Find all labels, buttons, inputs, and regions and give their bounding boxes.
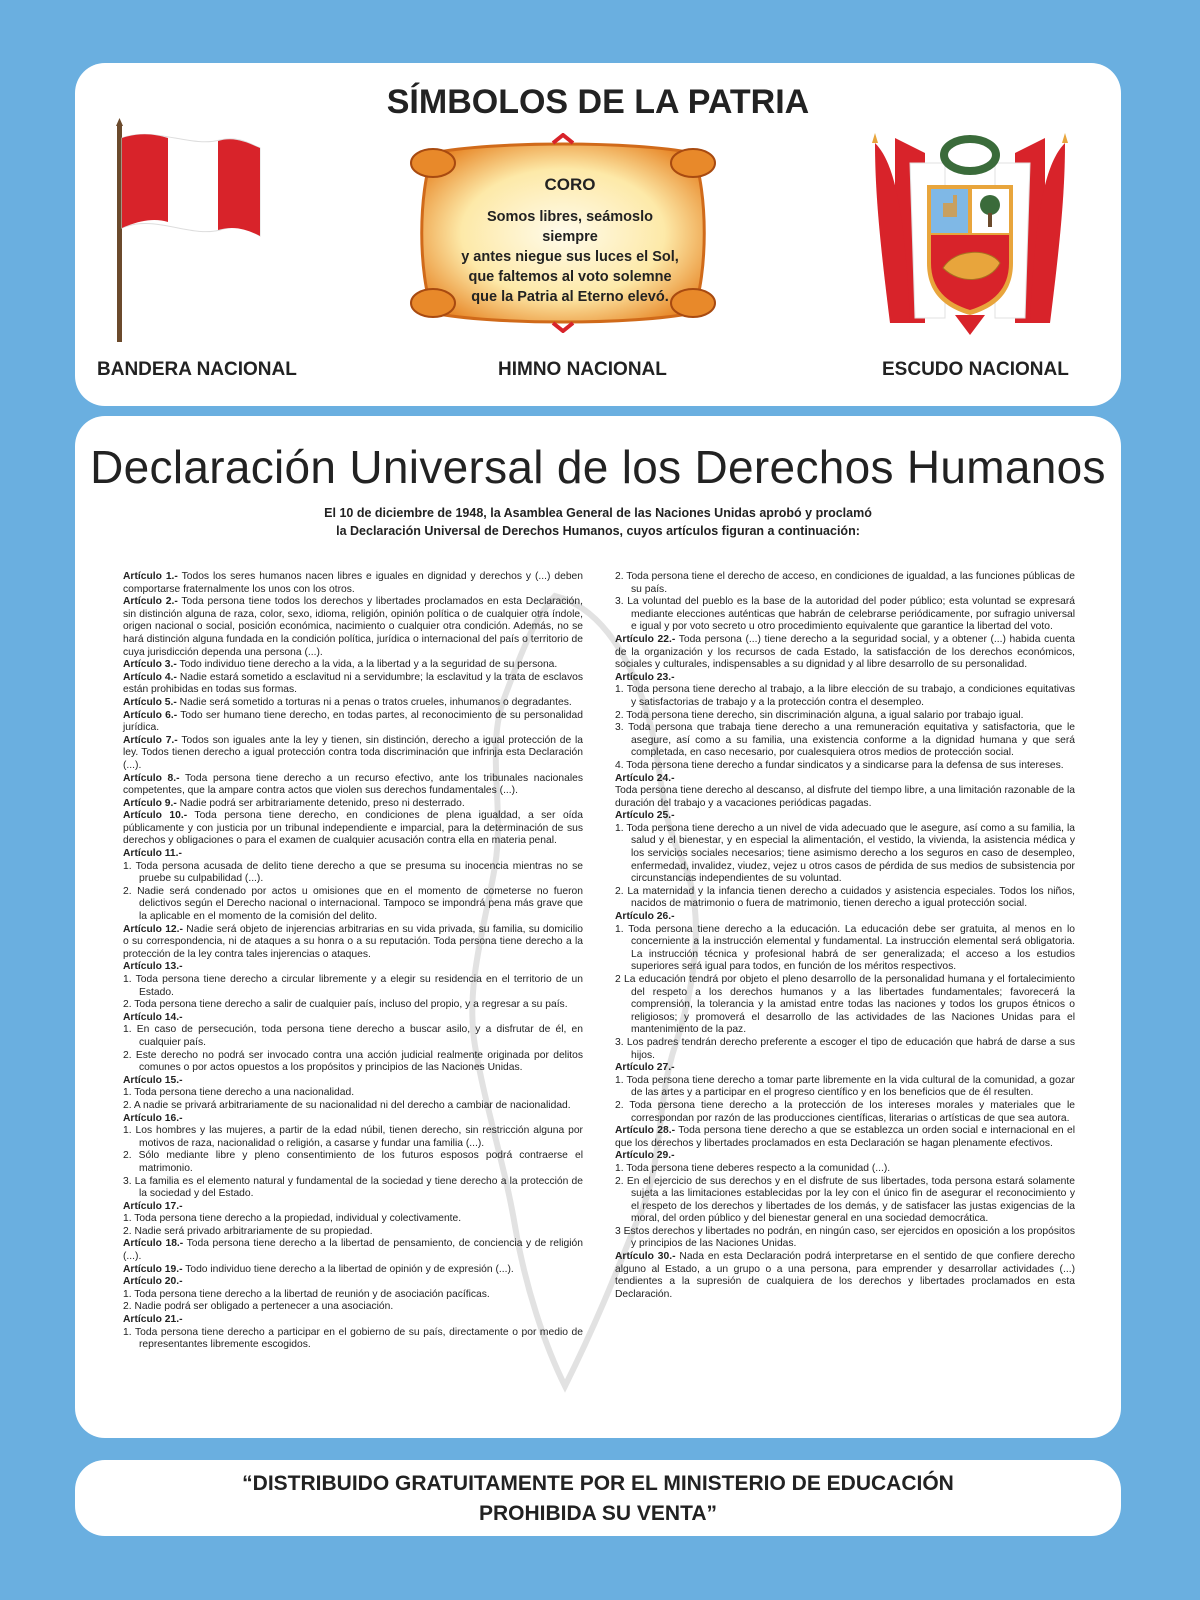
article-list-item: 2. A nadie se privará arbitrariamente de su nacionalidad ni del derecho a cambiar de nacionalidad.: [123, 1099, 571, 1111]
article-list-item: 3. Los padres tendrán derecho preferente a escoger el tipo de educación que habrá de darse a sus hijos.: [615, 1036, 1075, 1061]
anthem-chorus: [460, 175, 680, 307]
article-text: Toda persona tiene derecho, en condiciones de plena igualdad, a ser oída públicamente y con justicia por un tribunal independiente e imparcial, para la determinación de sus derechos y obligaciones o para el examen de cualquier acusación contra ella en materia penal.: [123, 810, 583, 847]
chorus-line: y antes niegue sus luces el Sol,: [461, 249, 679, 265]
footer-line: “DISTRIBUIDO GRATUITAMENTE POR EL MINISTERIO DE EDUCACIÓN: [242, 1472, 954, 1495]
chorus-line: que la Patria al Eterno elevó.: [471, 289, 669, 305]
article-heading: Artículo 23.-: [615, 671, 675, 683]
article-heading: Artículo 15.-: [123, 1074, 183, 1086]
coat-label: ESCUDO NACIONAL: [882, 359, 1069, 380]
declaration-panel: [75, 416, 1121, 1438]
article-list-item: 1. Toda persona tiene derecho a circular libremente y a elegir su residencia en el territorio de un Estado.: [123, 974, 583, 998]
article-heading: Artículo 20.-: [123, 1276, 183, 1288]
article: [123, 1264, 583, 1277]
article-heading: Artículo 22.-: [615, 633, 676, 645]
article-list-item: 1. Toda persona tiene derecho a tomar parte libremente en la vida cultural de la comunidad, a gozar de las artes y a participar en el progreso científico y en los beneficios que de él resulten.: [615, 1074, 1075, 1099]
article: [123, 810, 583, 848]
article-heading: Artículo 11.-: [123, 848, 182, 860]
declaration-left-column: [123, 571, 583, 1352]
article-list-item: 1. Toda persona tiene derecho a un nivel de vida adecuado que le asegure, así como a su familia, la salud y el bienestar, y en especial la alimentación, el vestido, la vivienda, la asistencia médica y los servicios sociales necesarios; tiene asimismo derecho a los seguros en caso de desempleo, enfermedad, invalidez, viudez, vejez u otros casos de pérdida de sus medios de subsistencia por circunstancias independientes de su voluntad.: [615, 822, 1075, 885]
article-list-item: 2. Nadie podrá ser obligado a pertenecer a una asociación.: [123, 1301, 394, 1313]
article: [123, 1314, 583, 1327]
article: [123, 1113, 583, 1126]
article-list-item: 2. Nadie será privado arbitrariamente de su propiedad.: [123, 1225, 373, 1237]
article: [123, 697, 583, 710]
article-list-item: 1. Toda persona tiene derecho al trabajo, a la libre elección de su trabajo, a condiciones equitativas y satisfactorias de trabajo y a la protección contra el desempleo.: [615, 684, 1075, 708]
article-heading: Artículo 26.-: [615, 911, 675, 923]
article-list-item: 3. La voluntad del pueblo es la base de la autoridad del poder público; esta voluntad se expresará mediante elecciones auténticas que habrán de celebrarse periódicamente, por sufragio universal e igual y por voto secreto u otro procedimiento equivalente que garantice la libertad del voto.: [615, 596, 1075, 633]
article: [123, 924, 583, 962]
article-text: Todo ser humano tiene derecho, en todas partes, al reconocimiento de su personalidad jurídica.: [123, 709, 583, 734]
footer-panel: [75, 1460, 1121, 1536]
article-text: Toda persona tiene derecho a un recurso efectivo, ante los tribunales nacionales competentes, que la ampare contra actos que violen sus derechos fundamentales (...).: [123, 772, 584, 797]
article-list-item: 2. En el ejercicio de sus derechos y en el disfrute de sus libertades, toda persona estará solamente sujeta a las limitaciones establecidas por la ley con el único fin de asegurar el reconocimiento y el respeto de los derechos y libertades de los demás, y de satisfacer las justas exigencias de la moral, del orden público y del bienestar general en una sociedad democrática.: [615, 1175, 1075, 1225]
article: [615, 634, 1075, 672]
article-list-item: 1. En caso de persecución, toda persona tiene derecho a buscar asilo, y a disfrutar de él, en cualquier país.: [123, 1024, 583, 1048]
article-list-item: 1. Toda persona tiene derecho a una nacionalidad.: [123, 1087, 355, 1099]
footer-line: PROHIBIDA SU VENTA”: [478, 1502, 717, 1525]
article-heading: Artículo 24.-: [615, 772, 675, 784]
intro-line: la Declaración Universal de Derechos Humanos, cuyos artículos figuran a continuación:: [336, 524, 860, 538]
article-list-item: 2. Toda persona tiene el derecho de acceso, en condiciones de igualdad, a las funciones públicas de su país.: [615, 571, 1075, 595]
article-heading: Artículo 19.-: [123, 1263, 183, 1275]
flag-label: BANDERA NACIONAL: [97, 359, 297, 380]
article-text: Todos los seres humanos nacen libres e iguales en dignidad y derechos y (...) deben comportarse fraternalmente los unos con los otros.: [123, 571, 583, 595]
article-heading: Artículo 17.-: [123, 1200, 183, 1212]
article-list-item: 1. Toda persona acusada de delito tiene derecho a que se presuma su inocencia mientras no se pruebe su culpabilidad (...).: [123, 860, 583, 885]
article: [123, 773, 583, 798]
article: [123, 1012, 583, 1025]
article: [123, 1201, 583, 1214]
article-text: Nadie podrá ser arbitrariamente detenido, preso ni desterrado.: [176, 797, 465, 809]
article-heading: Artículo 5.-: [123, 696, 177, 708]
article-paragraph: Toda persona tiene derecho al descanso, al disfrute del tiempo libre, a una limitación razonable de la duración del trabajo y a vacaciones periódicas pagadas.: [615, 785, 1075, 809]
article-list-item: 1. Toda persona tiene derecho a participar en el gobierno de su país, directamente o por medio de representantes libremente escogidos.: [123, 1326, 583, 1351]
article: [123, 798, 583, 811]
peru-flag-icon: [110, 118, 270, 348]
article: [615, 1062, 1075, 1075]
article: [123, 571, 583, 596]
article-text: Toda persona tiene derecho a la libertad de pensamiento, de conciencia y de religión (...).: [123, 1238, 583, 1263]
article-list-item: 3. La familia es el elemento natural y fundamental de la sociedad y tiene derecho a la protección de la sociedad y del Estado.: [123, 1175, 583, 1200]
article-list-item: 2. Nadie será condenado por actos u omisiones que en el momento de cometerse no fueron delictivos según el Derecho nacional o internacional. Tampoco se impondrá pena más grave que la aplicable en el momento de la comisión del delito.: [123, 885, 583, 923]
article: [123, 596, 583, 659]
article-list-item: 1. Toda persona tiene derecho a la propiedad, individual y colectivamente.: [123, 1213, 462, 1225]
article: [123, 710, 583, 735]
article-list-item: 2. La maternidad y la infancia tienen derecho a cuidados y asistencia especiales. Todos los niños, nacidos de matrimonio o fuera de matrimonio, tienen derecho a igual protección social.: [615, 885, 1075, 910]
article-heading: Artículo 12.-: [123, 923, 183, 935]
article-heading: Artículo 30.-: [615, 1251, 676, 1263]
article-text: Nadie será objeto de injerencias arbitrarias en su vida privada, su familia, su domicilio o su correspondencia, ni de ataques a su honra o a su reputación. Toda persona tiene derecho a la protección de la ley contra tales injerencias o ataques.: [123, 923, 583, 960]
intro-line: El 10 de diciembre de 1948, la Asamblea General de las Naciones Unidas aprobó y proclamó: [324, 506, 872, 520]
article: [123, 659, 583, 672]
article-text: Nada en esta Declaración podrá interpretarse en el sentido de que confiere derecho alguno al Estado, a un grupo o a una persona, para emprender y desarrollar actividades (...) tendientes a la supresión de cualquiera de los derechos y libertades proclamados en esta Declaración.: [615, 1251, 1075, 1300]
article-list-item: 2. Toda persona tiene derecho, sin discriminación alguna, a igual salario por trabajo igual.: [615, 709, 1024, 721]
article-list-item: 4. Toda persona tiene derecho a fundar sindicatos y a sindicarse para la defensa de sus intereses.: [615, 759, 1064, 771]
article-text: Toda persona (...) tiene derecho a la seguridad social, y a obtener (...) habida cuenta de la organización y los recursos de cada Estado, la satisfacción de los derechos económicos, sociales y culturales, indispensables a su dignidad y al libre desarrollo de su personalidad.: [615, 633, 1075, 671]
article-heading: Artículo 16.-: [123, 1112, 183, 1124]
article-heading: Artículo 8.-: [123, 772, 180, 784]
article-text: Toda persona tiene derecho a que se establezca un orden social e internacional en el que los derechos y libertades proclamados en esta Declaración se hagan plenamente efectivos.: [615, 1125, 1075, 1149]
article-text: Toda persona tiene todos los derechos y libertades proclamados en esta Declaración, sin distinción alguna de raza, color, sexo, idioma, religión, opinión política o de cualquier otra índole, origen nacional o social, posición económica, nacimiento o cualquier otra condición. Además, no se hará distinción alguna fundada en la condición política, jurídica o internacional del país o territorio de cuya jurisdicción dependa una persona (...).: [123, 596, 583, 658]
article-heading: Artículo 10.-: [123, 810, 188, 822]
article-heading: Artículo 29.-: [615, 1150, 675, 1162]
article-list-item: 3 Estos derechos y libertades no podrán, en ningún caso, ser ejercidos en oposición a los propósitos y principios de las Naciones Unidas.: [615, 1225, 1075, 1250]
article: [123, 672, 583, 697]
article: [615, 1251, 1075, 1301]
article-heading: Artículo 1.-: [123, 571, 178, 582]
article: [123, 1075, 583, 1088]
article-heading: Artículo 21.-: [123, 1314, 183, 1326]
footer-notice: [75, 1469, 1121, 1529]
article-text: Todo individuo tiene derecho a la libertad de opinión y de expresión (...).: [182, 1263, 514, 1275]
article-heading: Artículo 4.-: [123, 671, 177, 683]
article: [123, 848, 583, 861]
article-text: Nadie será sometido a torturas ni a penas o tratos crueles, inhumanos o degradantes.: [176, 696, 572, 708]
article-heading: Artículo 27.-: [615, 1062, 675, 1074]
article: [615, 911, 1075, 924]
article-list-item: 2. Sólo mediante libre y pleno consentimiento de los futuros esposos podrá contraerse el matrimonio.: [123, 1150, 583, 1174]
article-list-item: 2 La educación tendrá por objeto el pleno desarrollo de la personalidad humana y el fortalecimiento del respeto a los derechos humanos y a las libertades fundamentales; favorecerá la comprensión, la tolerancia y la amistad entre todas las naciones y todos los grupos étnicos o religiosos; y promoverá el desarrollo de las actividades de las Naciones Unidas para el mantenimiento de la paz.: [615, 974, 1075, 1036]
article-list-item: 2. Este derecho no podrá ser invocado contra una acción judicial realmente originada por delitos comunes o por actos opuestos a los propósitos y principios de las Naciones Unidas.: [123, 1049, 583, 1074]
declaration-intro: [75, 504, 1121, 540]
article-heading: Artículo 25.-: [615, 810, 675, 822]
coat-of-arms-icon: [855, 123, 1085, 348]
article-heading: Artículo 2.-: [123, 596, 178, 608]
article-list-item: 3. Toda persona que trabaja tiene derecho a una remuneración equitativa y satisfactoria, que le asegure, así como a su familia, una existencia conforme a la dignidad humana y que será completada, en caso necesario, por cualesquiera otros medios de protección social.: [615, 722, 1075, 759]
article-text: Todos son iguales ante la ley y tienen, sin distinción, derecho a igual protección de la ley. Todos tienen derecho a igual protección contra toda discriminación que infrinja esta Declaración (...).: [123, 734, 584, 771]
anthem-label: HIMNO NACIONAL: [498, 359, 667, 380]
article-list-item: 1. Toda persona tiene derecho a la educación. La educación debe ser gratuita, al menos en lo concerniente a la instrucción elemental y fundamental. La instrucción elemental será obligatoria. La instrucción técnica y profesional habrá de ser generalizada; el acceso a los estudios superiores será igual para todos, en función de los méritos respectivos.: [615, 923, 1075, 973]
article-heading: Artículo 6.-: [123, 709, 178, 721]
article: [123, 1238, 583, 1263]
article-heading: Artículo 7.-: [123, 734, 178, 746]
article: [615, 672, 1075, 685]
article-heading: Artículo 14.-: [123, 1011, 183, 1023]
article: [123, 1276, 583, 1289]
symbols-panel: [75, 63, 1121, 406]
article-heading: Artículo 3.-: [123, 659, 177, 671]
article: [123, 961, 583, 974]
article-list-item: 2. Toda persona tiene derecho a la protección de los intereses morales y materiales que le correspondan por razón de las producciones científicas, literarias o artísticas de que sea autora.: [615, 1099, 1075, 1124]
symbols-title: SÍMBOLOS DE LA PATRIA: [386, 83, 810, 121]
article-list-item: 1. Toda persona tiene deberes respecto a la comunidad (...).: [615, 1162, 891, 1174]
declaration-title: Declaración Universal de los Derechos Humanos: [90, 441, 1106, 493]
article-text: Todo individuo tiene derecho a la vida, a la libertad y a la seguridad de su persona.: [176, 659, 558, 671]
coro-label: CORO: [544, 175, 596, 194]
article-list-item: 2. Toda persona tiene derecho a salir de cualquier país, incluso del propio, y a regresar a su país.: [123, 999, 568, 1011]
article-list-item: 1. Los hombres y las mujeres, a partir de la edad núbil, tienen derecho, sin restricción alguna por motivos de raza, nacionalidad o religión, a casarse y fundar una familia (...).: [123, 1125, 583, 1149]
article-list-item: 1. Toda persona tiene derecho a la libertad de reunión y de asociación pacíficas.: [123, 1288, 490, 1300]
article: [123, 735, 583, 773]
article-text: Nadie estará sometido a esclavitud ni a servidumbre; la esclavitud y la trata de esclavos están prohibidas en todas sus formas.: [123, 671, 583, 696]
article-heading: Artículo 9.-: [123, 797, 177, 809]
article-heading: Artículo 28.-: [615, 1125, 676, 1137]
article-heading: Artículo 18.-: [123, 1238, 184, 1250]
article: [615, 1150, 1075, 1163]
article: [615, 1125, 1075, 1150]
article: [615, 773, 1075, 786]
chorus-line: Somos libres, seámoslo siempre: [486, 209, 653, 245]
article: [615, 810, 1075, 823]
declaration-right-column: [615, 571, 1075, 1301]
article-heading: Artículo 13.-: [123, 961, 183, 973]
chorus-line: que faltemos al voto solemne: [468, 269, 672, 285]
